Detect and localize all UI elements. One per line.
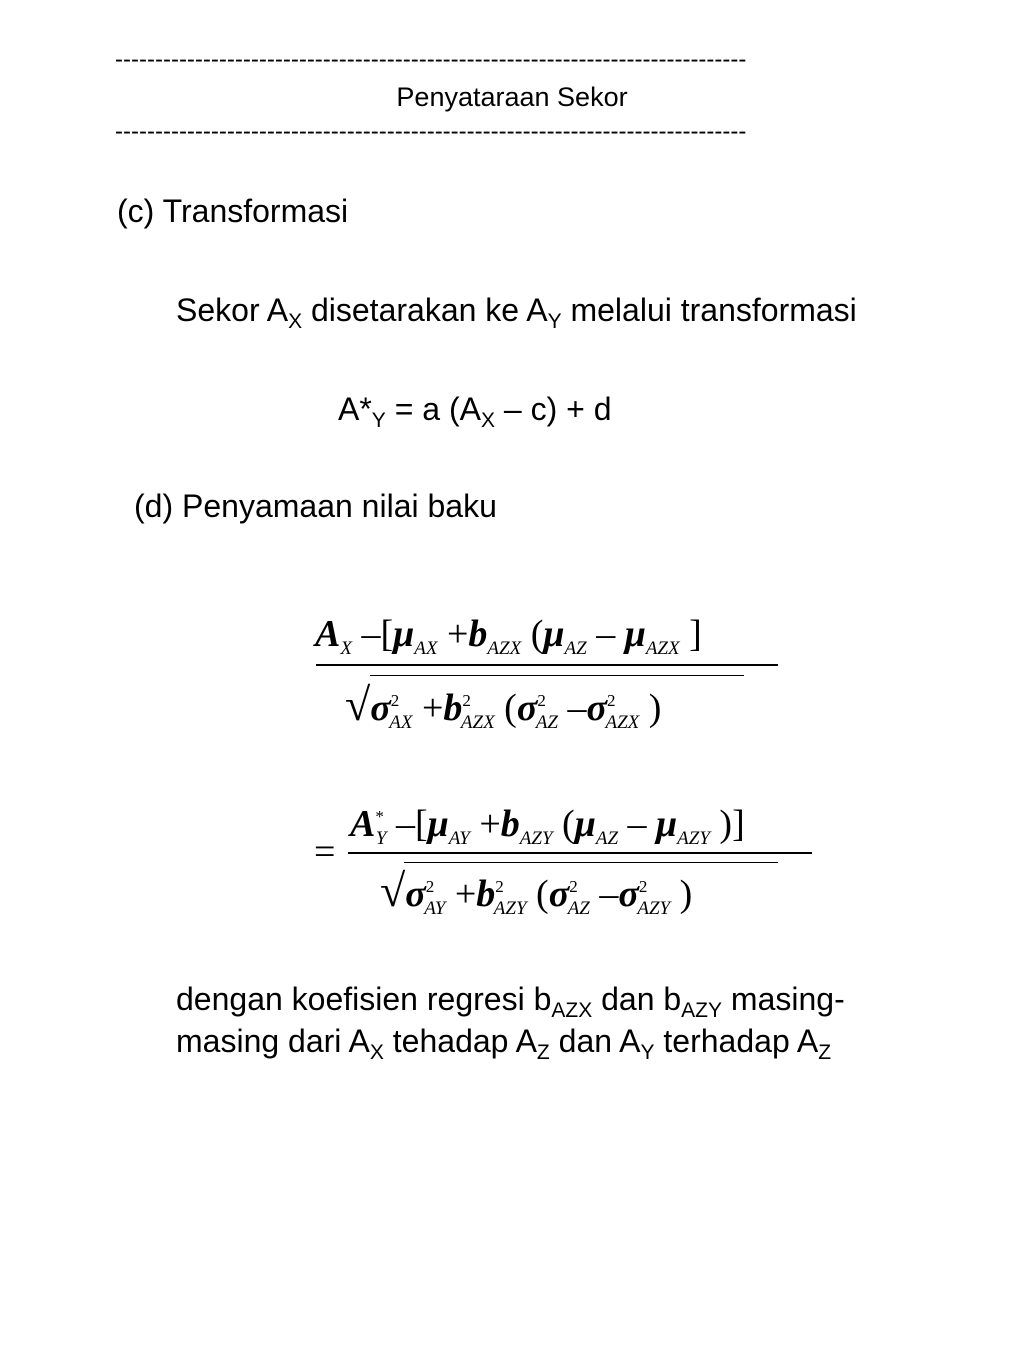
equation-1-denominator: $√\sigma^2_{AX} +b^2_{AZX}$ ($\sigma^2_{AZ}$ $-\sigma^2_{AZX}$ ) xyxy=(345,679,662,733)
equation-1-fraction-bar xyxy=(316,664,778,666)
section-c-description: Sekor $A_X$ disetarakan ke $A_Y$ melalui transformasi xyxy=(176,292,857,333)
header-rule-bottom: ------------------------------------------------------------------------------- xyxy=(115,118,747,145)
page-title: Penyataraan Sekor xyxy=(396,82,628,112)
equation-2-numerator: $A^*_Y$ $-[\mu_{AY} +b_{AZY}$ ($\mu_{AZ} - \mu_{AZY}$ )] xyxy=(350,803,745,849)
section-c-heading: (c) Transformasi xyxy=(117,193,349,229)
equation-2-fraction-bar xyxy=(348,852,812,854)
equation-1-numerator: $A_X$ $-[\mu_{AX} +b_{AZX}$ ($\mu_{AZ} - \mu_{AZX}$ ] xyxy=(315,613,702,659)
equation-2-equals-sign: = xyxy=(314,831,336,873)
transformation-formula: $A*_Y = a$ $(A_X - c) + d$ xyxy=(338,391,612,432)
equation-2-denominator: $√\sigma^2_{AY} +b^2_{AZY}$ ($\sigma^2_{AZ}$ $-\sigma^2_{AZY}$ ) xyxy=(380,865,693,919)
equation-2-radical-bar xyxy=(404,862,778,863)
note-line-2: masing dari $A_X$ tehadap $A_Z$ dan $A_Y$ terhadap $A_Z$ xyxy=(176,1023,832,1064)
section-d-heading: (d) Penyamaan nilai baku xyxy=(134,488,497,524)
equation-1-radical-bar xyxy=(370,675,744,676)
note-line-1: dengan koefisien regresi $b_{AZX}$ dan $b_{AZY}$ masing- xyxy=(176,981,845,1022)
header-rule-top: ------------------------------------------------------------------------------- xyxy=(115,46,747,73)
